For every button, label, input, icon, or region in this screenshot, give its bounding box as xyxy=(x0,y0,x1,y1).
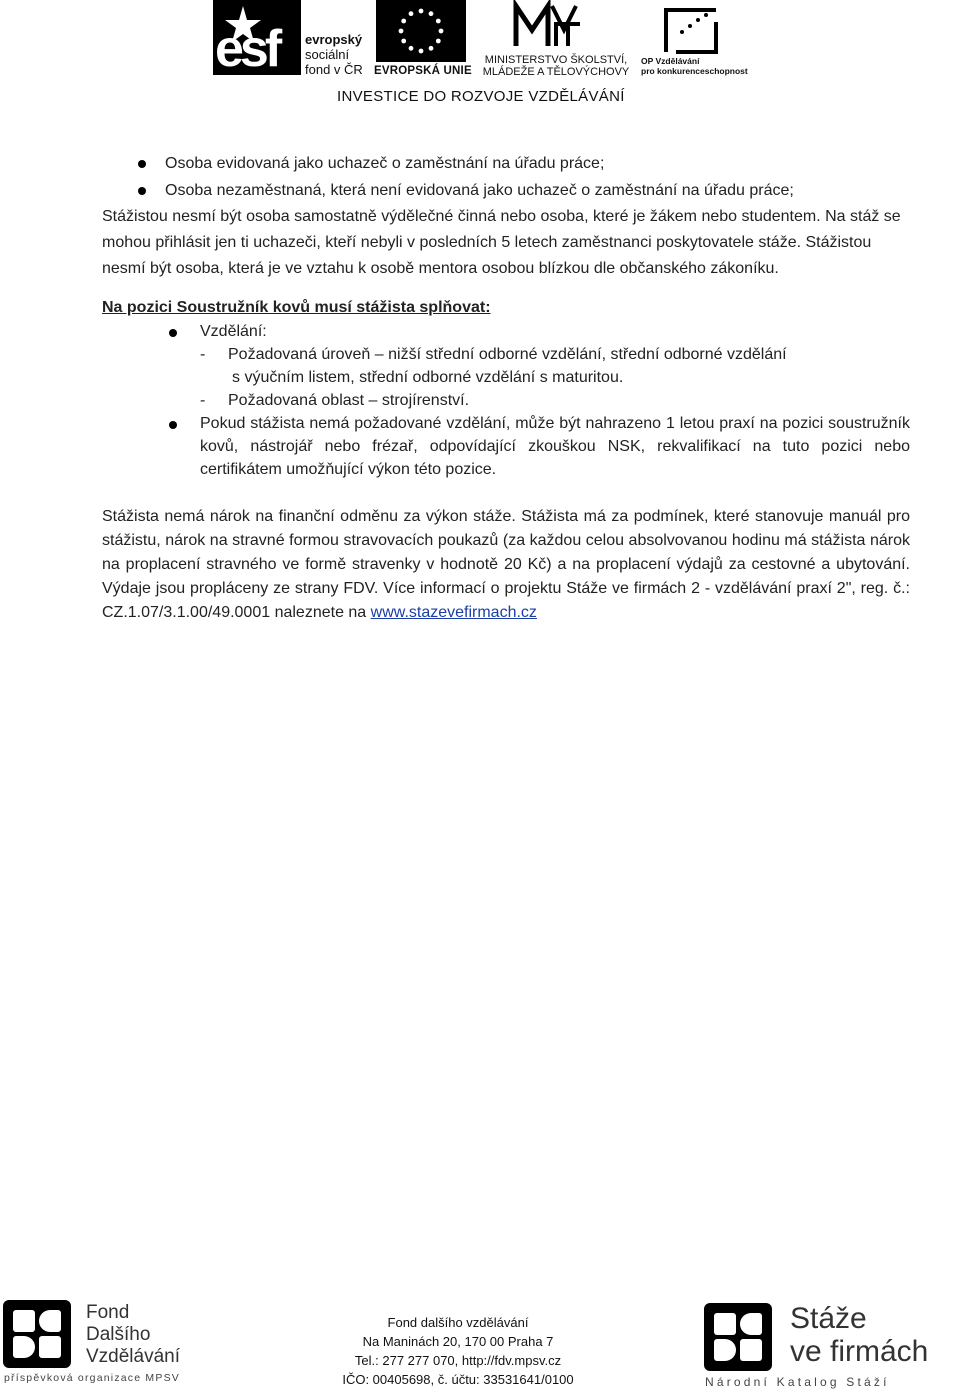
footer-address: Fond dalšího vzdělávání Na Maninách 20, 170 00 Praha 7 Tel.: 277 277 070, http://fdv.mpsv.cz IČO: 00405698, č. účtu: 33531641/0100 xyxy=(342,1315,574,1387)
dash-item: - Požadovaná oblast – strojírenství. xyxy=(200,392,470,409)
document-body xyxy=(102,150,910,625)
list-item: Vzdělání: xyxy=(102,320,910,343)
bullet-icon xyxy=(138,187,146,195)
header-logos xyxy=(0,0,960,110)
website-link[interactable]: www.stazevefirmach.cz xyxy=(370,604,537,621)
bullet-icon xyxy=(169,329,177,337)
esf-letters: esf xyxy=(215,20,279,78)
staze-name: Stáže ve firmách xyxy=(790,1302,929,1368)
fdv-subtitle: příspěvková organizace MPSV xyxy=(4,1372,180,1384)
bullet-icon xyxy=(138,160,146,168)
dash-item-continuation: s výučním listem, střední odborné vzdělání s maturitou. xyxy=(232,369,624,386)
eu-label: EVROPSKÁ UNIE xyxy=(374,65,472,77)
fdv-logo-icon xyxy=(3,1300,71,1368)
msmt-text: MINISTERSTVO ŠKOLSTVÍ, MLÁDEŽE A TĚLOVÝCHOVY xyxy=(482,54,630,78)
eu-stars-icon xyxy=(376,0,466,62)
fdv-name: Fond Dalšího Vzdělávání xyxy=(86,1302,181,1367)
list-item: Pokud stážista nemá požadované vzdělání, může být nahrazeno 1 letou praxí na pozici soustružník kovů, nástrojář nebo frézař, odpovídající zkouškou NSK, rekvalifikací na tuto pozici nebo certifikátem umožňující výkon této pozice. xyxy=(102,412,910,481)
list-item: Osoba nezaměstnaná, která není evidovaná jako uchazeč o zaměstnání na úřadu práce; xyxy=(102,177,910,204)
eu-flag xyxy=(376,0,466,62)
esf-logo xyxy=(213,0,301,78)
eligibility-paragraph: Stážistou nesmí být osoba samostatně výdělečné činná nebo osoba, které je žákem nebo studentem. Na stáž se mohou přihlásit jen ti uchazeči, kteří nebyli v posledních 5 letech zaměstnanci poskytovatele stáže. Stážistou nesmí být osoba, která je ve vztahu k osobě mentora osobou blízkou dle občanského zákoníku. xyxy=(102,208,901,277)
investice-title: INVESTICE DO ROZVOJE VZDĚLÁVÁNÍ xyxy=(337,88,625,105)
esf-text: evropský sociální fond v ČR xyxy=(305,32,363,77)
bullet-icon xyxy=(169,421,177,429)
dash-item: - Požadovaná úroveň – nižší střední odborné vzdělání, střední odborné vzdělání xyxy=(200,346,787,363)
staze-logo-icon xyxy=(704,1303,772,1371)
op-vzdelavani-logo-icon xyxy=(660,2,722,62)
list-item: Osoba evidovaná jako uchazeč o zaměstnání na úřadu práce; xyxy=(102,150,910,177)
msmt-logo-icon xyxy=(512,0,584,50)
section-heading: Na pozici Soustružník kovů musí stážista splňovat: xyxy=(102,299,491,316)
staze-subtitle: Národní Katalog Stáží xyxy=(705,1375,890,1389)
op-text: OP Vzdělávání pro konkurenceschopnost xyxy=(641,56,748,76)
final-paragraph: Stážista nemá nárok na finanční odměnu za výkon stáže. Stážista má za podmínek, které stanovuje manuál pro stážistu, nárok na stravné formou stravovacích poukazů (za každou celou absolvovanou hodinu má stážista nárok na proplacení stravného ve formě stravenky v hodnotě 20 Kč) a na proplacení výdajů za cestovné a ubytování. Výdaje jsou propláceny ze strany FDV. Více informací o projektu Stáže ve firmách 2 - vzdělávání praxí 2", reg. č.: CZ.1.07/3.1.00/49.0001 naleznete na www.stazevefirmach.cz xyxy=(102,508,910,621)
